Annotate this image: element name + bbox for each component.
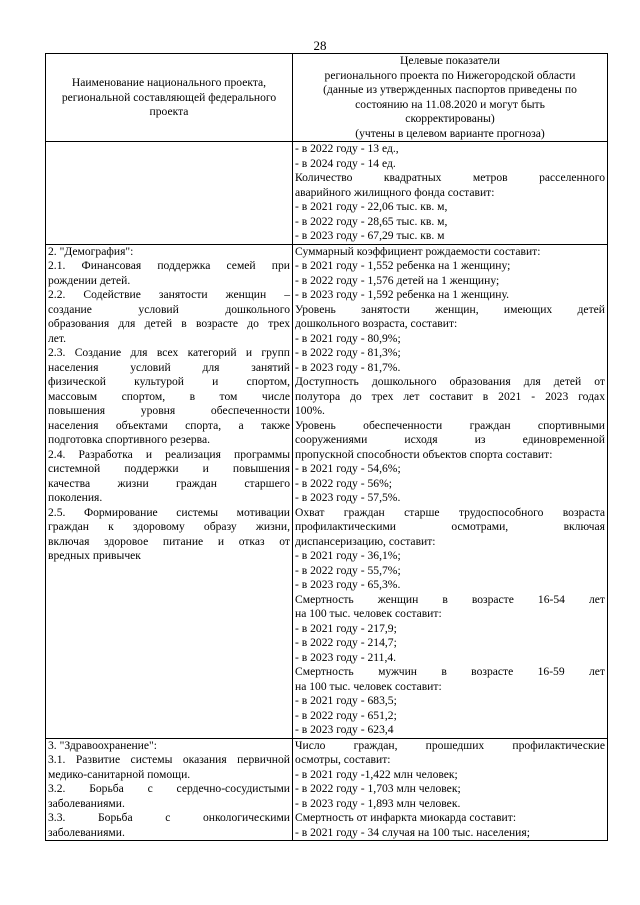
text-line: заболеваниями.: [48, 796, 125, 810]
text-line: - в 2021 году - 683,5;: [295, 694, 397, 707]
text-line: 100%.: [295, 404, 325, 417]
text-line: - в 2021 году - 80,9%;: [295, 331, 401, 345]
text-line: Смертность мужчин в возрасте 16-59 лет: [295, 665, 605, 678]
text-line: дошкольного возраста, составит:: [295, 317, 458, 330]
text-line: Доступность дошкольного образования для детей от: [295, 375, 605, 388]
header-line: проекта: [149, 105, 189, 118]
header-line: (данные из утвержденных паспортов приведены по: [323, 83, 577, 96]
header-line: региональной составляющей федерального: [61, 90, 277, 104]
header-line: регионального проекта по Нижегородской области: [324, 68, 576, 82]
table-row: [46, 738, 608, 841]
header-cell-project: [46, 54, 293, 142]
header-line: (учтены в целевом варианте прогноза): [355, 126, 545, 140]
text-line: Число граждан, прошедших профилактические: [295, 738, 605, 752]
text-line: - в 2021 году - 22,06 тыс. кв. м,: [295, 200, 448, 213]
text-line: 2.5. Формирование системы мотивации: [48, 505, 290, 519]
text-line: Уровень занятости женщин, имеющих детей: [295, 302, 605, 316]
text-line: - в 2021 году - 34 случая на 100 тыс. населения;: [295, 825, 530, 839]
text-line: рождении детей.: [48, 273, 131, 287]
targets-cell: [293, 244, 608, 738]
project-cell: [46, 738, 293, 841]
text-line: - в 2021 году - 54,6%;: [295, 462, 401, 475]
text-line: 3.3. Борьба с онкологическими: [48, 811, 290, 824]
text-line: - в 2022 году - 56%;: [295, 476, 392, 490]
header-cell-targets: [293, 54, 608, 142]
text-line: 2.2. Содействие занятости женщин –: [48, 288, 290, 301]
text-line: заболеваниями.: [48, 825, 125, 839]
text-line: Количество квадратных метров расселенного: [295, 171, 605, 184]
text-line: системной поддержки и повышения: [48, 462, 290, 475]
targets-table: [45, 53, 608, 841]
text-line: на 100 тыс. человек составит:: [295, 607, 442, 620]
text-line: - в 2023 году - 67,29 тыс. кв. м: [295, 229, 445, 242]
text-line: физической культурой и спортом,: [48, 375, 290, 388]
text-line: - в 2022 году - 55,7%;: [295, 563, 401, 577]
text-line: Суммарный коэффициент рождаемости составит:: [295, 244, 541, 258]
targets-cell: [293, 738, 608, 841]
text-line: 2.4. Разработка и реализация программы: [48, 447, 290, 461]
header-line: скорректированы): [405, 112, 495, 125]
text-line: Смертность женщин в возрасте 16-54 лет: [295, 592, 605, 606]
targets-cell: [293, 142, 608, 245]
text-line: - в 2022 году - 13 ед.,: [295, 142, 399, 155]
header-line: Целевые показатели: [400, 54, 500, 67]
text-line: - в 2021 году - 1,552 ребенка на 1 женщину;: [295, 259, 511, 272]
text-line: - в 2022 году - 28,65 тыс. кв. м,: [295, 214, 448, 228]
text-line: - в 2024 году - 14 ед.: [295, 156, 396, 170]
text-line: населения объектами спорта, а также: [48, 418, 290, 432]
text-line: Смертность от инфаркта миокарда составит:: [295, 811, 517, 824]
text-line: 2.1. Финансовая поддержка семей при: [48, 259, 290, 272]
page-number: 28: [313, 38, 327, 53]
text-line: массовым спортом, в том числе: [48, 389, 290, 403]
text-line: медико-санитарной помощи.: [48, 767, 191, 781]
text-line: подготовка спортивного резерва.: [48, 433, 211, 446]
text-line: включая здоровое питание и отказ от: [48, 534, 290, 548]
text-line: 3.1. Развитие системы оказания первичной: [48, 753, 290, 766]
text-line: - в 2023 году - 211,4.: [295, 650, 397, 664]
text-line: - в 2021 году - 217,9;: [295, 621, 397, 635]
project-cell: [46, 142, 293, 245]
table-row: [46, 142, 608, 245]
text-line: - в 2023 году - 81,7%.: [295, 360, 401, 374]
text-line: аварийного жилищного фонда составит:: [295, 185, 495, 199]
text-line: граждан к здоровому образу жизни,: [48, 520, 290, 533]
text-line: - в 2023 году - 57,5%.: [295, 491, 401, 504]
header-line: состоянию на 11.08.2020 и могут быть: [355, 97, 545, 111]
text-line: осмотры, составит:: [295, 753, 391, 766]
text-line: - в 2021 году -1,422 млн человек;: [295, 767, 458, 781]
table-row: [46, 244, 608, 738]
text-line: на 100 тыс. человек составит:: [295, 679, 442, 693]
text-line: - в 2022 году - 214,7;: [295, 636, 397, 649]
text-line: - в 2022 году - 651,2;: [295, 708, 397, 722]
text-line: - в 2022 году - 1,576 детей на 1 женщину;: [295, 273, 500, 287]
text-line: лет.: [48, 331, 67, 345]
text-line: Уровень обеспеченности граждан спортивными: [295, 418, 605, 432]
text-line: - в 2023 году - 623,4: [295, 723, 394, 736]
text-line: профилактическими осмотрами, включая: [295, 520, 605, 533]
text-line: 3. "Здравоохранение":: [48, 738, 157, 752]
text-line: сооружениями исходя из единовременной: [295, 433, 605, 446]
text-line: - в 2022 году - 81,3%;: [295, 346, 401, 359]
text-line: Охват граждан старше трудоспособного возраста: [295, 505, 605, 519]
text-line: - в 2023 году - 1,592 ребенка на 1 женщину.: [295, 288, 510, 301]
text-line: 2. "Демография":: [48, 244, 134, 258]
table-header-row: [46, 54, 608, 142]
text-line: 2.3. Создание для всех категорий и групп: [48, 346, 290, 359]
text-line: качества жизни граждан старшего: [48, 476, 290, 490]
text-line: вредных привычек: [48, 549, 141, 562]
text-line: - в 2022 году - 1,703 млн человек;: [295, 782, 461, 795]
project-cell: [46, 244, 293, 738]
text-line: - в 2021 году - 36,1%;: [295, 549, 401, 562]
text-line: - в 2023 году - 1,893 млн человек.: [295, 796, 461, 810]
header-line: Наименование национального проекта,: [71, 76, 267, 89]
text-line: образования для детей в возрасте до трех: [48, 317, 290, 330]
text-line: 3.2. Борьба с сердечно-сосудистыми: [48, 782, 290, 795]
text-line: пропускной способности объектов спорта составит:: [295, 447, 553, 461]
text-line: населения условий для занятий: [48, 360, 290, 374]
text-line: создание условий дошкольного: [48, 302, 290, 316]
text-line: - в 2023 году - 65,3%.: [295, 578, 401, 591]
text-line: поколения.: [48, 491, 103, 504]
text-line: диспансеризацию, составит:: [295, 534, 436, 548]
text-line: повышения уровня обеспеченности: [48, 404, 290, 417]
text-line: полутора до трех лет составит в 2021 - 2023 годах: [295, 389, 605, 403]
